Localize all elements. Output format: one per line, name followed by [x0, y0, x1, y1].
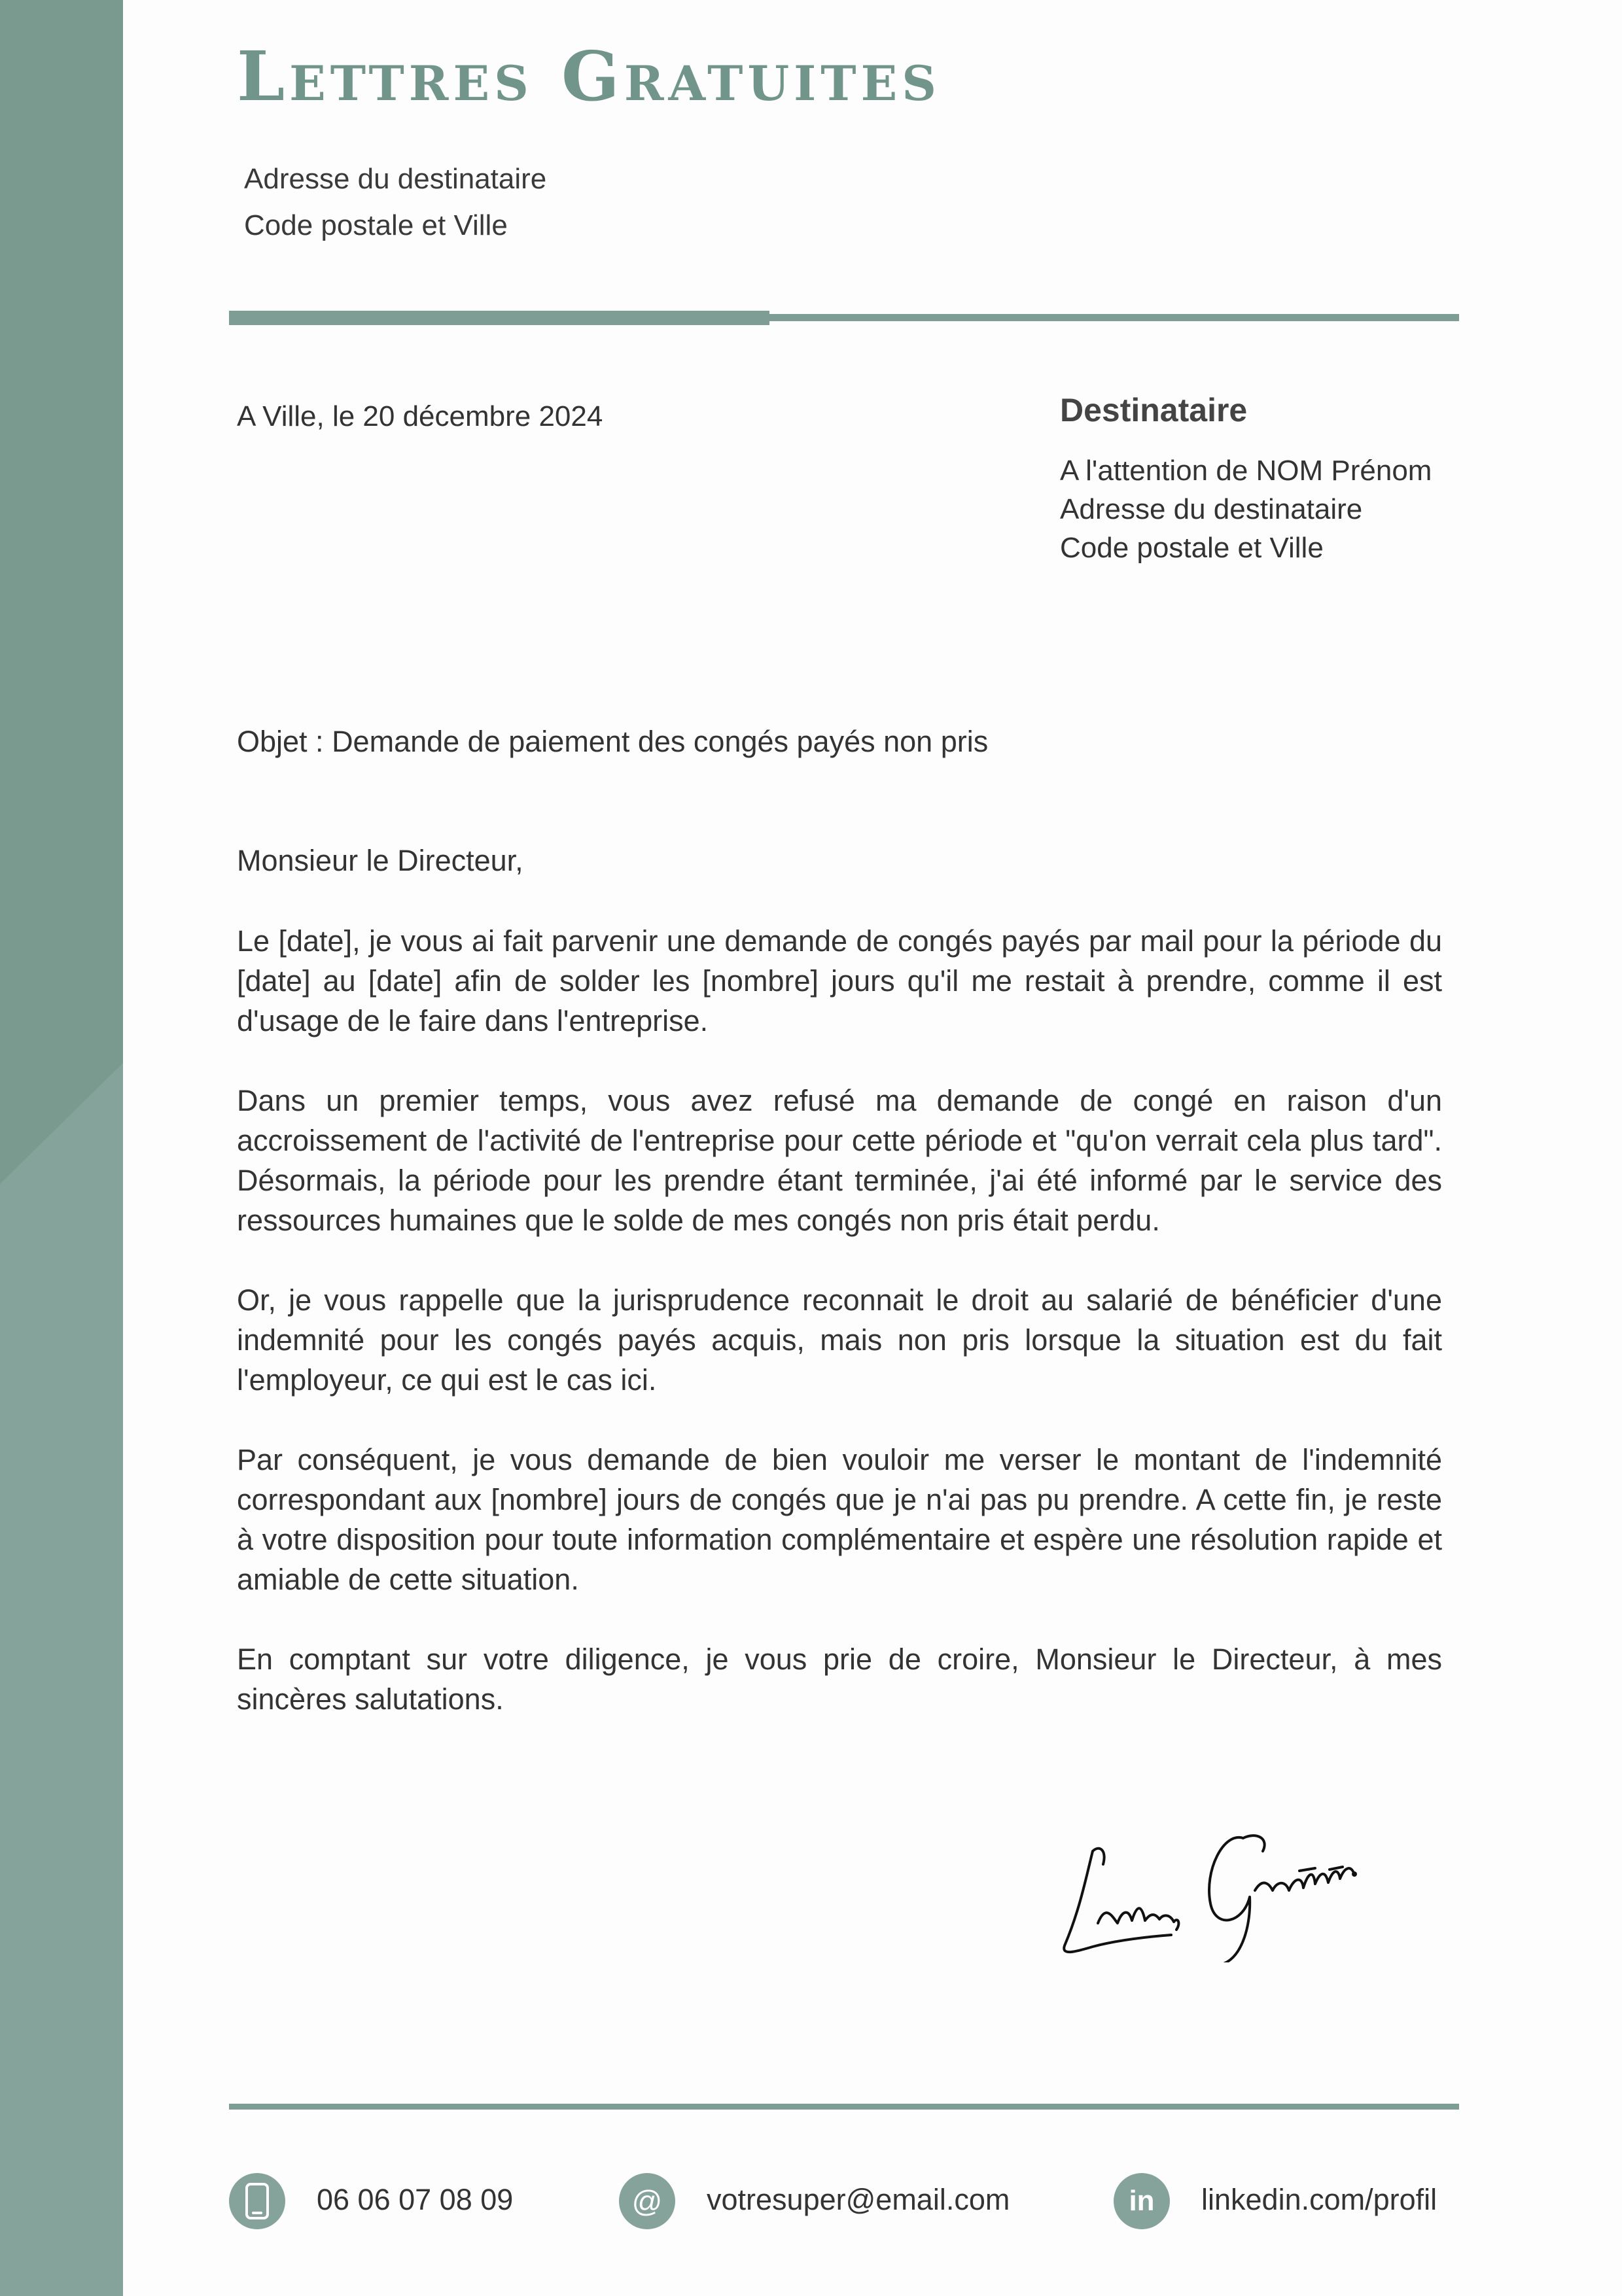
- recipient-title: Destinataire: [1060, 392, 1248, 428]
- brand-title: Lettres Gratuites: [237, 36, 941, 116]
- letter-body: [237, 921, 1442, 1759]
- body-paragraph-3: Or, je vous rappelle que la jurisprudence reconnait le droit au salarié de bénéficier d'une indemnité pour les congés payés acquis, mais non pris lorsque la situation est du fait l'employeur, ce qui est le cas ici.: [237, 1283, 1442, 1397]
- body-paragraph-5: En comptant sur votre diligence, je vous prie de croire, Monsieur le Directeur, à mes sincères salutations.: [237, 1643, 1442, 1716]
- letter-salutation: Monsieur le Directeur,: [237, 844, 523, 877]
- sender-address-line: Adresse du destinataire: [244, 163, 547, 195]
- at-icon: @: [619, 2173, 675, 2229]
- body-paragraph-1: Le [date], je vous ai fait parvenir une demande de congés payés par mail pour la période du [date] au [date] afin de solder les [nombre] jours qu'il me restait à prendre, comme il est d'usage de le faire dans l'entreprise.: [237, 924, 1442, 1037]
- phone-icon: [229, 2173, 285, 2229]
- footer-linkedin[interactable]: linkedin.com/profil: [1201, 2183, 1437, 2216]
- recipient-city-line: Code postale et Ville: [1060, 532, 1324, 564]
- body-paragraph-2: Dans un premier temps, vous avez refusé ma demande de congé en raison d'un accroissement de l'activité de l'entreprise pour cette période et "qu'on verrait cela plus tard". Désormais, la période pour les prendre étant terminée, j'ai été informé par le service des ressources humaines que le solde de mes congés non pris était perdu.: [237, 1084, 1442, 1237]
- place-date: A Ville, le 20 décembre 2024: [237, 400, 603, 432]
- sidebar-shapes: [0, 0, 123, 2296]
- handwritten-signature: [1047, 1792, 1439, 1966]
- recipient-attention: A l'attention de NOM Prénom: [1060, 455, 1432, 487]
- footer-divider: [229, 2104, 1459, 2110]
- recipient-address-line: Adresse du destinataire: [1060, 493, 1363, 525]
- header-divider-thin: [769, 314, 1459, 321]
- linkedin-icon: in: [1114, 2173, 1170, 2229]
- footer-email[interactable]: votresuper@email.com: [707, 2183, 1010, 2216]
- sender-address: [244, 156, 546, 249]
- letter-subject: Objet : Demande de paiement des congés payés non pris: [237, 725, 989, 758]
- body-paragraph-4: Par conséquent, je vous demande de bien vouloir me verser le montant de l'indemnité correspondant aux [nombre] jours de congés que je n'ai pas pu prendre. A cette fin, je reste à votre disposition pour toute information complémentaire et espère une résolution rapide et amiable de cette situation.: [237, 1443, 1442, 1596]
- sidebar-decoration: [0, 0, 123, 2296]
- sender-city-line: Code postale et Ville: [244, 209, 508, 241]
- header-divider-thick: [229, 311, 769, 325]
- signature-drawing: [1047, 1792, 1439, 1962]
- recipient-block: [1060, 451, 1432, 567]
- footer-phone[interactable]: 06 06 07 08 09: [317, 2183, 514, 2216]
